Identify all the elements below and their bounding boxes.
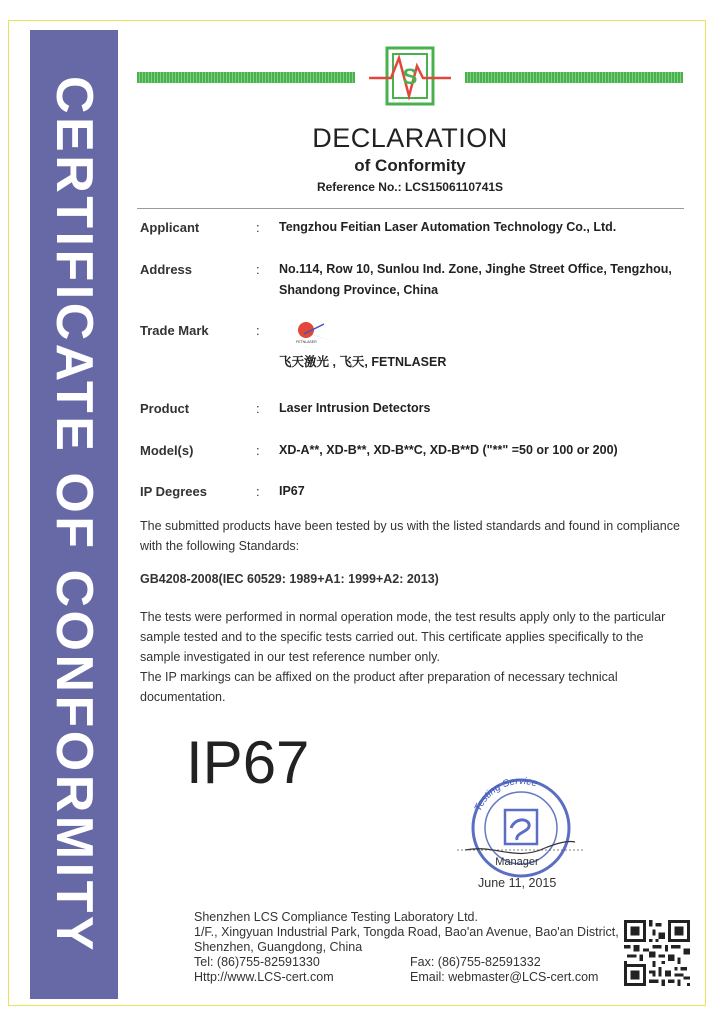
- lab-address-line-1: 1/F., Xingyuan Industrial Park, Tongda Road, Bao'an Avenue, Bao'an District,: [194, 925, 619, 939]
- reference-number: Reference No.: LCS1506110741S: [316, 180, 504, 194]
- applicant-value: Tengzhou Feitian Laser Automation Technology Co., Ltd.: [279, 220, 617, 234]
- fetnlaser-logo-icon: [294, 320, 338, 344]
- paragraph-3-line-1: The IP markings can be affixed on the product after preparation of necessary technical: [140, 670, 618, 684]
- models-value: XD-A**, XD-B**, XD-B**C, XD-B**D ("**" =50 or 100 or 200): [279, 443, 618, 457]
- page-title: DECLARATION: [312, 123, 508, 153]
- paragraph-1-line-1: The submitted products have been tested by us with the listed standards and found in compliance: [140, 519, 680, 533]
- testing-service-seal-icon: [455, 770, 585, 880]
- models-colon: :: [256, 443, 260, 458]
- product-value: Laser Intrusion Detectors: [279, 401, 431, 415]
- address-label: Address: [140, 262, 193, 277]
- lab-email: Email: webmaster@LCS-cert.com: [410, 970, 599, 984]
- paragraph-2-line-1: The tests were performed in normal operation mode, the test results apply only to the particular: [140, 610, 666, 624]
- logo-letter: S: [402, 64, 418, 89]
- lab-tel: Tel: (86)755-82591330: [194, 955, 320, 969]
- applicant-colon: :: [256, 220, 260, 235]
- signature-date: June 11, 2015: [478, 876, 557, 890]
- ip-rating-large: IP67: [186, 729, 310, 796]
- trade-mark-label: Trade Mark: [140, 323, 209, 338]
- applicant-label: Applicant: [140, 220, 200, 235]
- seal-text: Testing Service: [472, 775, 539, 814]
- paragraph-1-line-2: with the following Standards:: [140, 539, 300, 553]
- standard-reference: GB4208-2008(IEC 60529: 1989+A1: 1999+A2: 2013): [140, 572, 439, 586]
- fetnlaser-logo-caption: FETNLASER: [296, 340, 317, 344]
- address-value-line2: Shandong Province, China: [279, 283, 439, 297]
- lcs-logo-icon: [365, 44, 455, 108]
- qr-code-icon: [624, 920, 690, 986]
- header-bar-right: [465, 72, 683, 83]
- ip-degrees-value: IP67: [279, 484, 305, 498]
- lab-name: Shenzhen LCS Compliance Testing Laboratory Ltd.: [194, 910, 478, 924]
- trade-mark-value: 飞天激光 , 飞天, FETNLASER: [279, 355, 447, 369]
- address-value-line1: No.114, Row 10, Sunlou Ind. Zone, Jinghe Street Office, Tengzhou,: [279, 262, 672, 276]
- ip-degrees-colon: :: [256, 484, 260, 499]
- ip-degrees-label: IP Degrees: [140, 484, 207, 499]
- address-colon: :: [256, 262, 260, 277]
- page-subtitle: of Conformity: [354, 156, 466, 175]
- paragraph-2-line-2: sample tested and to the specific tests carried out. This certificate applies specifically to the: [140, 630, 644, 644]
- trade-mark-colon: :: [256, 323, 260, 338]
- paragraph-3-line-2: documentation.: [140, 690, 226, 704]
- signature-role: Manager: [495, 856, 539, 868]
- divider-top: [137, 208, 684, 209]
- product-label: Product: [140, 401, 190, 416]
- lab-fax: Fax: (86)755-82591332: [410, 955, 541, 969]
- product-colon: :: [256, 401, 260, 416]
- lab-website: Http://www.LCS-cert.com: [194, 970, 334, 984]
- lab-address-line-2: Shenzhen, Guangdong, China: [194, 940, 363, 954]
- models-label: Model(s): [140, 443, 194, 458]
- paragraph-2-line-3: sample investigated in our test reference number only.: [140, 650, 440, 664]
- header-bar-left: [137, 72, 355, 83]
- vertical-certificate-title: CERTIFICATE OF CONFORMITY: [45, 75, 103, 954]
